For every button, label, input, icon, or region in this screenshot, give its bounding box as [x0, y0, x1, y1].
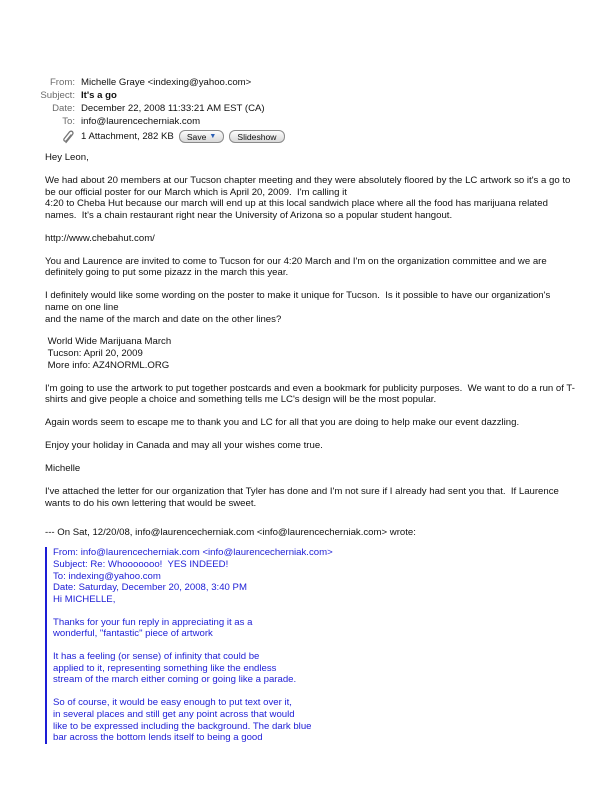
- paragraph-holiday: Enjoy your holiday in Canada and may all your wishes come true.: [45, 440, 323, 452]
- to-label: To:: [62, 116, 75, 127]
- slideshow-button[interactable]: [229, 130, 284, 143]
- paragraph-invitation: You and Laurence are invited to come to Tucson for our 4:20 March and I'm on the organization committee and we are definitely going to put some pizazz in the march this year.: [45, 255, 547, 279]
- subject-value: It's a go: [81, 90, 117, 101]
- attachment-row: [0, 129, 612, 144]
- paragraph-meeting: We had about 20 members at our Tucson chapter meeting and they were absolutely floored by the LC artwork so it's a go to be our official poster for our March which is April 20, 2009. I'm calling it 4:20 to Cheba Hut because our march will end up at this local sandwich place where all the food has marijuana related names. It's a chain restaurant right near the University of Arizona so a popular student hangout.: [45, 174, 571, 221]
- from-row: [0, 76, 612, 89]
- paragraph-wording: I definitely would like some wording on the poster to make it unique for Tucson. Is it possible to have our organization's name on one line and the name of the march and date on the other lines?: [45, 290, 551, 325]
- message-body: [45, 152, 585, 744]
- paperclip-icon: [0, 130, 81, 144]
- quoted-date: Date: Saturday, December 20, 2008, 3:40 PM: [53, 582, 247, 594]
- quoted-from: From: info@laurencecherniak.com <info@laurencecherniak.com>: [53, 547, 333, 559]
- to-value[interactable]: info@laurencecherniak.com: [81, 116, 201, 127]
- quoted-paragraph-3: So of course, it would be easy enough to put text over it, in several places and still get any point across that would like to be expressed including the background. The dark blue bar across the bottom lends itself to being a good: [53, 697, 312, 744]
- subject-row: [0, 89, 612, 102]
- poster-text-lines: World Wide Marijuana March Tucson: April 20, 2009 More info: AZ4NORML.ORG: [47, 336, 172, 371]
- quoted-paragraph-1: Thanks for your fun reply in appreciating it as a wonderful, "fantastic" piece of artwork: [53, 616, 253, 640]
- greeting: Hey Leon,: [45, 152, 89, 163]
- paragraph-thanks: Again words seem to escape me to thank you and LC for all that you are doing to help make our event dazzling.: [45, 417, 520, 429]
- signature: Michelle: [45, 463, 81, 475]
- quoted-subject: Subject: Re: Whooooooo! YES INDEED!: [53, 558, 229, 570]
- message-header: [0, 76, 612, 144]
- paragraph-postcards: I'm going to use the artwork to put together postcards and even a bookmark for publicity purposes. We want to do a run of T- shirts and give people a choice and something tells me LC's design will be the most popular.: [45, 382, 575, 406]
- quote-intro: --- On Sat, 12/20/08, info@laurencecherniak.com <info@laurencecherniak.com> wrote:: [45, 526, 416, 538]
- quoted-to: To: indexing@yahoo.com: [53, 570, 161, 582]
- quoted-message: [45, 547, 585, 743]
- paragraph-attached-letter: I've attached the letter for our organization that Tyler has done and I'm not sure if I already had sent you that. If Laurence wants to do his own lettering that would be sweet.: [45, 486, 559, 509]
- from-value[interactable]: Michelle Graye <indexing@yahoo.com>: [81, 77, 252, 88]
- quoted-greeting: Hi MICHELLE,: [53, 593, 116, 605]
- date-row: [0, 102, 612, 115]
- subject-label: Subject:: [40, 90, 75, 101]
- save-button[interactable]: [179, 130, 225, 143]
- slideshow-button-label: Slideshow: [237, 131, 277, 142]
- attachment-info: 1 Attachment, 282 KB: [81, 131, 174, 142]
- dropdown-arrow-icon: ▼: [209, 133, 217, 140]
- quoted-paragraph-2: It has a feeling (or sense) of infinity that could be applied to it, representing something like the endless stream of the march either coming or going like a parade.: [53, 651, 297, 686]
- cheba-hut-link[interactable]: http://www.chebahut.com/: [45, 232, 155, 244]
- date-label: Date:: [52, 103, 75, 114]
- date-value: December 22, 2008 11:33:21 AM EST (CA): [81, 103, 265, 114]
- save-button-label: Save: [186, 131, 207, 142]
- to-row: [0, 115, 612, 128]
- from-label: From:: [49, 77, 75, 88]
